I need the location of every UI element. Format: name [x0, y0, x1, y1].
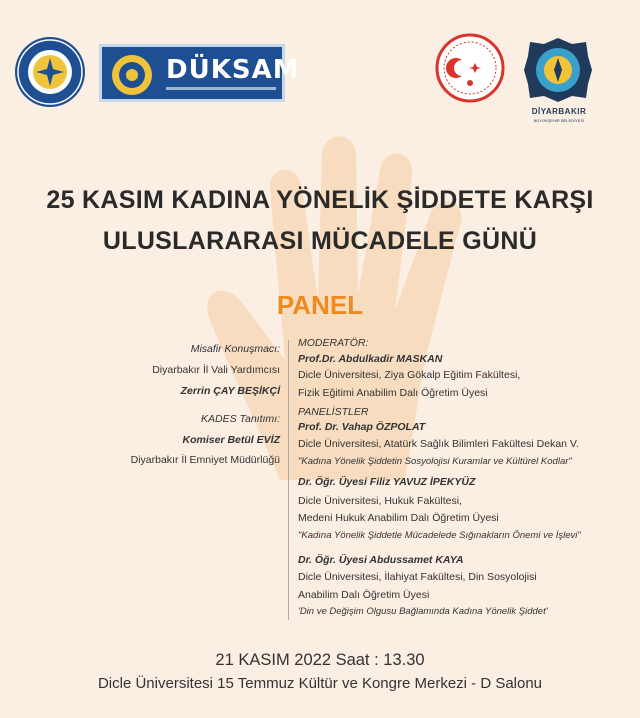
dicle-university-logo [14, 36, 86, 108]
panelist1-name: Prof. Dr. Vahap ÖZPOLAT [298, 421, 426, 433]
kades-presenter-name: Komiser Betül EVİZ [182, 434, 280, 446]
event-title-line1: 25 KASIM KADINA YÖNELİK ŞİDDETE KARŞI [46, 186, 594, 214]
panel-heading: PANEL [276, 290, 364, 320]
panelist3-talk-title: 'Din ve Değişim Olgusu Bağlamında Kadına Yönelik Şiddet' [298, 606, 548, 617]
diyarbakir-logo-subtitle: BÜYÜKŞEHİR BELEDİYESİ [533, 118, 585, 123]
column-divider [288, 340, 289, 620]
panelist3-name: Dr. Öğr. Üyesi Abdussamet KAYA [298, 554, 464, 566]
moderator-affiliation-line1: Dicle Üniversitesi, Ziya Gökalp Eğitim Fakültesi, [298, 369, 521, 381]
moderator-name: Prof.Dr. Abdulkadir MASKAN [298, 353, 443, 365]
diyarbakir-logo-name: DİYARBAKIR [531, 107, 587, 116]
duksam-subtitle-line [166, 87, 276, 90]
duksam-emblem-icon [110, 53, 154, 97]
panelist2-affiliation-line2: Medeni Hukuk Anabilim Dalı Öğretim Üyesi [298, 512, 499, 524]
panelist2-affiliation-line1: Dicle Üniversitesi, Hukuk Fakültesi, [298, 495, 462, 507]
guest-speaker-name: Zerrin ÇAY BEŞİKÇİ [180, 385, 280, 397]
event-venue: Dicle Üniversitesi 15 Temmuz Kültür ve Kongre Merkezi - D Salonu [97, 675, 543, 692]
event-title-line2: ULUSLARARASI MÜCADELE GÜNÜ [102, 227, 538, 255]
panelist2-talk-title: "Kadına Yönelik Şiddetle Mücadelede Sığınakların Önemi ve İşlevi" [298, 530, 581, 541]
panelist1-affiliation: Dicle Üniversitesi, Atatürk Sağlık Bilimleri Fakültesi Dekan V. [298, 438, 579, 450]
ministry-family-logo [435, 33, 505, 103]
guest-speaker-label: Misafir Konuşmacı: [190, 343, 280, 355]
panelist1-talk-title: "Kadına Yönelik Şiddetin Sosyolojisi Kuramlar ve Kültürel Kodlar" [298, 456, 572, 467]
moderator-affiliation-line2: Fizik Eğitimi Anabilim Dalı Öğretim Üyesi [298, 387, 488, 399]
duksam-wordmark: DÜKSAM [166, 55, 300, 85]
guest-speaker-role: Diyarbakır İl Vali Yardımcısı [152, 364, 280, 376]
kades-presenter-role: Diyarbakır İl Emniyet Müdürlüğü [130, 454, 280, 466]
duksam-logo [99, 44, 300, 102]
panelists-label: PANELİSTLER [298, 406, 369, 418]
panelist2-name: Dr. Öğr. Üyesi Filiz YAVUZ İPEKYÜZ [298, 476, 476, 488]
moderator-label: MODERATÖR: [298, 337, 369, 349]
panelist3-affiliation-line1: Dicle Üniversitesi, İlahiyat Fakültesi, Din Sosyolojisi [298, 571, 537, 583]
diyarbakir-municipality-logo [522, 36, 594, 104]
kades-label: KADES Tanıtımı: [201, 413, 280, 425]
panelist3-affiliation-line2: Anabilim Dalı Öğretim Üyesi [298, 589, 430, 601]
event-date-time: 21 KASIM 2022 Saat : 13.30 [215, 651, 425, 669]
